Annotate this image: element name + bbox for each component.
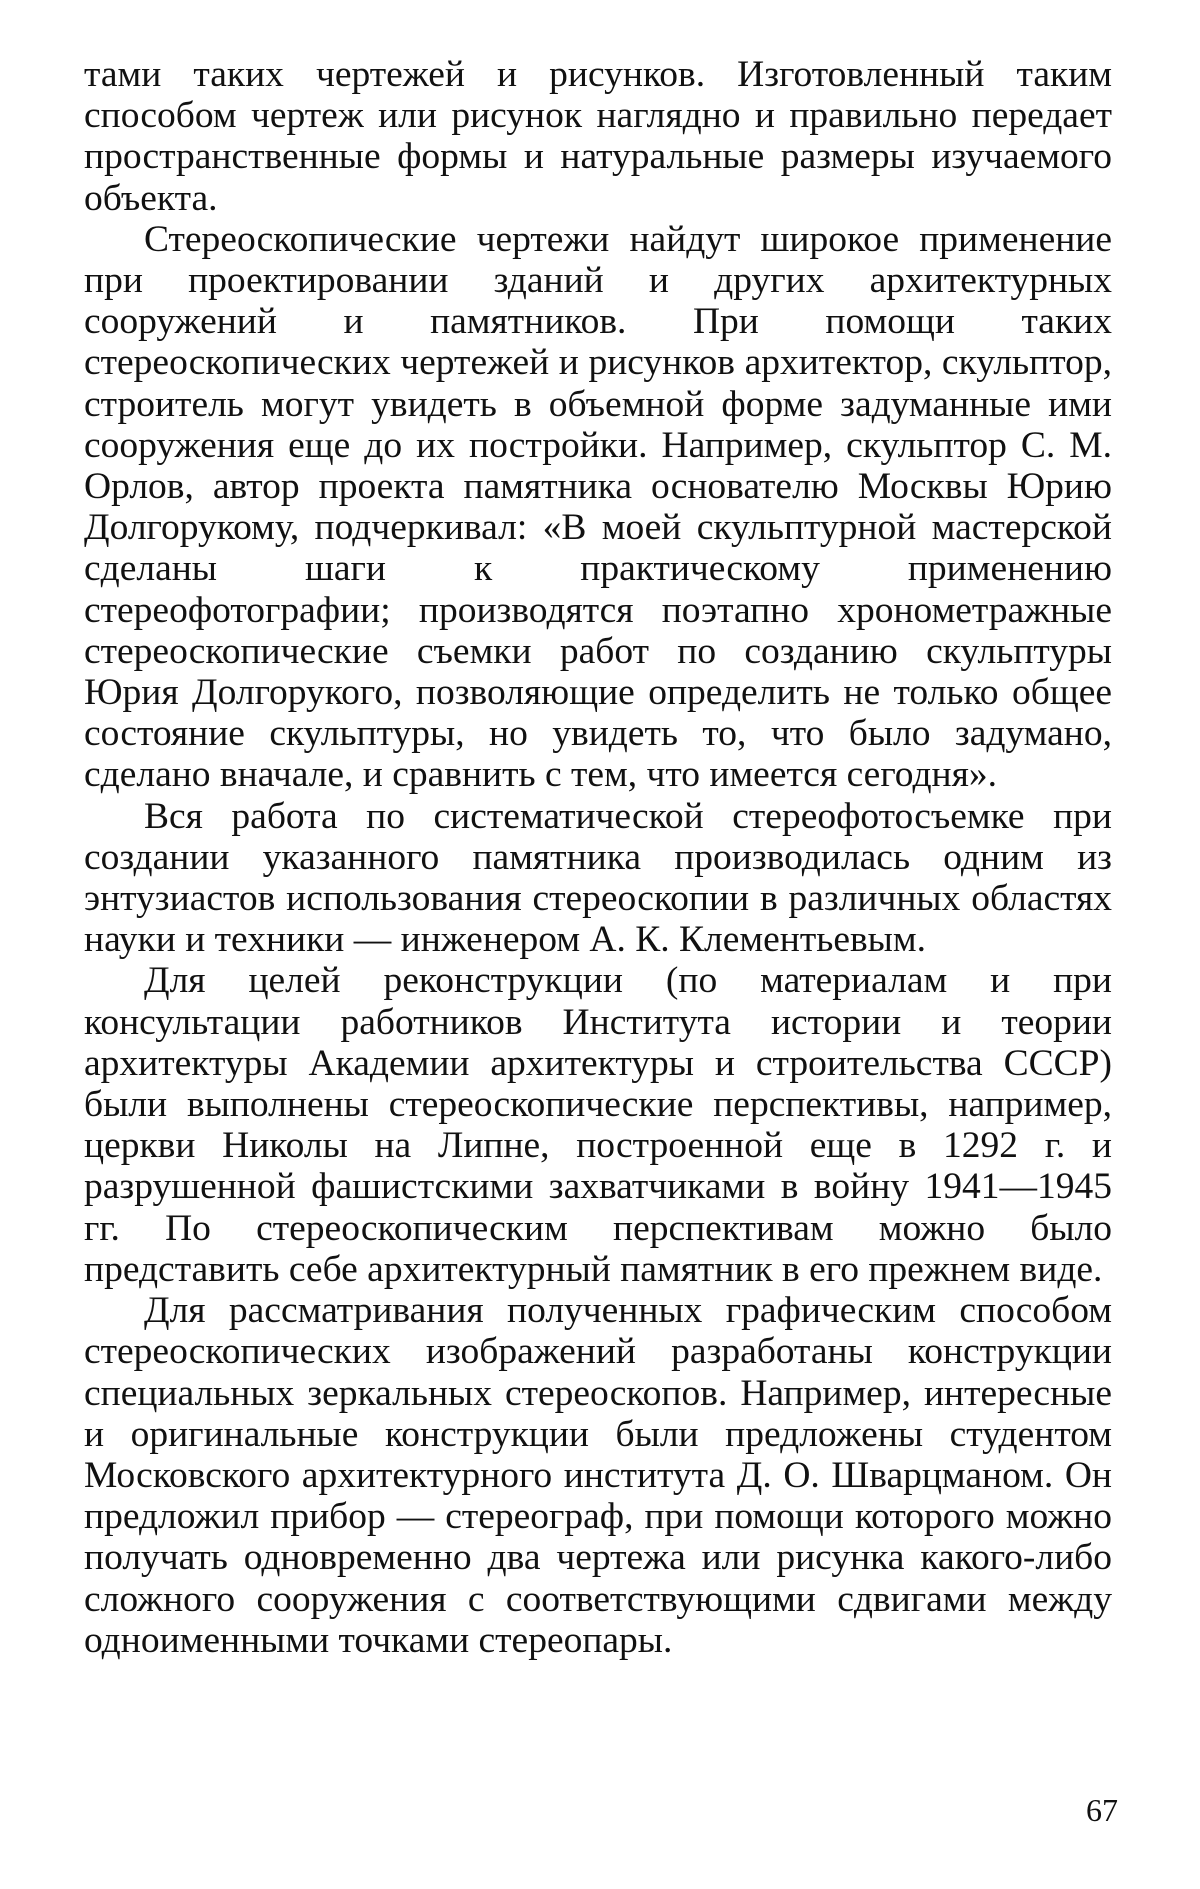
paragraph-stereophotography: Вся работа по систематической стереофотосъемке при создании указанного памятника производилась одним из энтузиастов использования стереоскопии в различных областях науки и техники — инженером А. К. Клементьевым. [84,795,1112,961]
paragraph-stereo-drawings: Стереоскопические чертежи найдут широкое применение при проектировании зданий и других архитектурных сооружений и памятников. При помощи таких стереоскопических чертежей и рисунков архитектор, скульптор, строитель могут увидеть в объемной форме задуманные ими сооружения еще до их постройки. Например, скульптор С. М. Орлов, автор проекта памятника основателю Москвы Юрию Долгорукому, подчеркивал: «В моей скульптурной мастерской сделаны шаги к практическому применению стереофотографии; производятся поэтапно хронометражные стереоскопические съемки работ по созданию скульптуры Юрия Долгорукого, позволяющие определить не только общее состояние скульптуры, но увидеть то, что было задумано, сделано вначале, и сравнить с тем, что имеется сегодня». [84,218,1112,796]
paragraph-stereoscopes: Для рассматривания полученных графическим способом стереоскопических изображений разработаны конструкции специальных зеркальных стереоскопов. Например, интересные и оригинальные конструкции были предложены студентом Московского архитектурного института Д. О. Шварцманом. Он предложил прибор — стереограф, при помощи которого можно получать одновременно два чертежа или рисунка какого-либо сложного сооружения с соответствующими сдвигами между одноименными точками стереопары. [84,1290,1112,1661]
paragraph-reconstruction: Для целей реконструкции (по материалам и при консультации работников Института истории и теории архитектуры Академии архитектуры и строительства СССР) были выполнены стереоскопические перспективы, например, церкви Николы на Липне, построенной еще в 1292 г. и разрушенной фашистскими захватчиками в войну 1941—1945 гг. По стереоскопическим перспективам можно было представить себе архитектурный памятник в его прежнем виде. [84,960,1112,1290]
paragraph-continuation: тами таких чертежей и рисунков. Изготовленный таким способом чертеж или рисунок наглядно и правильно передает пространственные формы и натуральные размеры изучаемого объекта. [84,54,1112,219]
page-number: 67 [1086,1792,1118,1828]
page-body [84,54,1112,1661]
